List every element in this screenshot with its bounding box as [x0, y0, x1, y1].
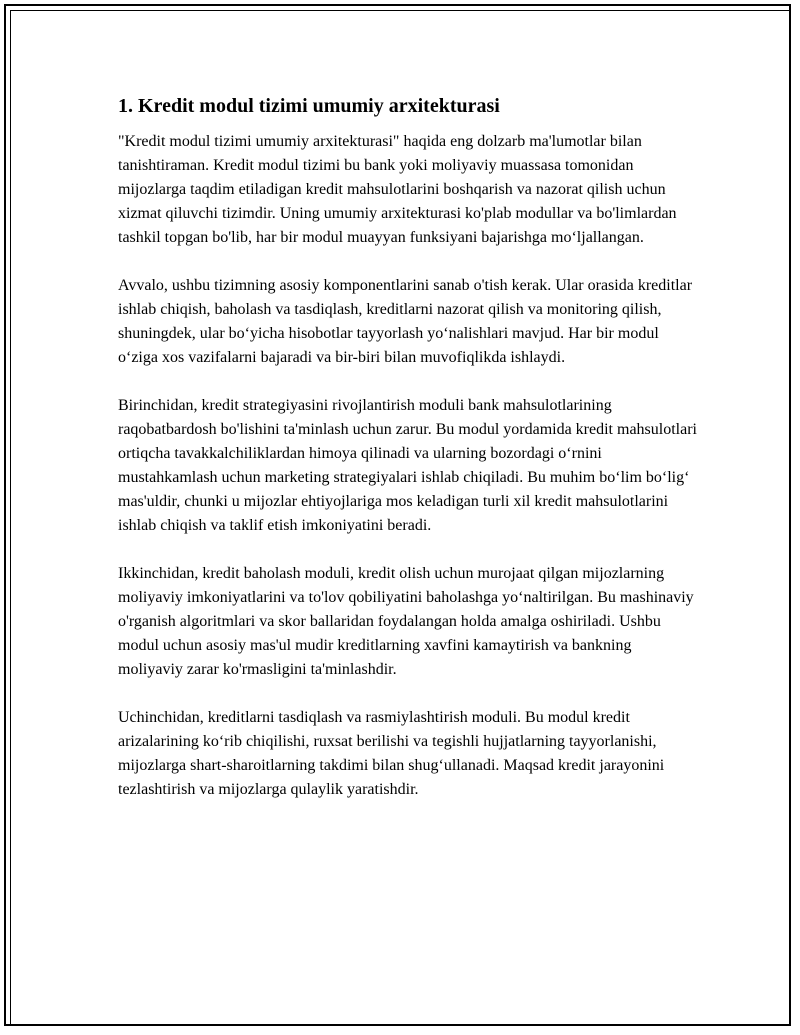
- paragraph-approval-module: Uchinchidan, kreditlarni tasdiqlash va rasmiylashtirish moduli. Bu modul kredit arizalarining ko‘rib chiqilishi, ruxsat berilishi va tegishli hujjatlarning tayyorlanishi, mijozlarga shart-sharoitlarning takdimi bilan shug‘ullanadi. Maqsad kredit jarayonini tezlashtirish va mijozlarga qulaylik yaratishdir.: [118, 709, 665, 798]
- document-body: [118, 92, 698, 826]
- paragraph-strategy-module: Birinchidan, kredit strategiyasini rivojlantirish moduli bank mahsulotlarining raqobatbardosh bo'lishini ta'minlash uchun zarur. Bu modul yordamida kredit mahsulotlari ortiqcha tavakkalchiliklardan himoya qilinadi va ularning bozordagi o‘rnini mustahkamlash uchun marketing strategiyalari ishlab chiqiladi. Bu muhim bo‘lim bo‘lig‘ mas'uldir, chunki u mijozlar ehtiyojlariga mos keladigan turli xil kredit mahsulotlarini ishlab chiqish va taklif etish imkoniyatini beradi.: [118, 397, 697, 534]
- section-heading: 1. Kredit modul tizimi umumiy arxitekturasi: [118, 95, 500, 117]
- paragraph-components: Avvalo, ushbu tizimning asosiy komponentlarini sanab o'tish kerak. Ular orasida kreditlar ishlab chiqish, baholash va tasdiqlash, kreditlarni nazorat qilish va monitoring qilish, shuningdek, ular bo‘yicha hisobotlar tayyorlash yo‘nalishlari mavjud. Har bir modul o‘ziga xos vazifalarni bajaradi va bir-biri bilan muvofiqlikda ishlaydi.: [118, 277, 693, 366]
- paragraph-assessment-module: Ikkinchidan, kredit baholash moduli, kredit olish uchun murojaat qilgan mijozlarning moliyaviy imkoniyatlarini va to'lov qobiliyatini baholashga yo‘naltirilgan. Bu mashinaviy o'rganish algoritmlari va skor ballaridan foydalangan holda amalga oshiriladi. Ushbu modul uchun asosiy mas'ul mudir kreditlarning xavfini kamaytirish va bankning moliyaviy zarar ko'rmasligini ta'minlashdir.: [118, 565, 694, 678]
- paragraph-intro: "Kredit modul tizimi umumiy arxitekturasi" haqida eng dolzarb ma'lumotlar bilan tanishtiraman. Kredit modul tizimi bu bank yoki moliyaviy muassasa tomonidan mijozlarga taqdim etiladigan kredit mahsulotlarini boshqarish va nazorat qilish uchun xizmat qiluvchi tizimdir. Uning umumiy arxitekturasi ko'plab modullar va bo'limlardan tashkil topgan bo'lib, har bir modul muayyan funksiyani bajarishga mo‘ljallangan.: [118, 133, 677, 246]
